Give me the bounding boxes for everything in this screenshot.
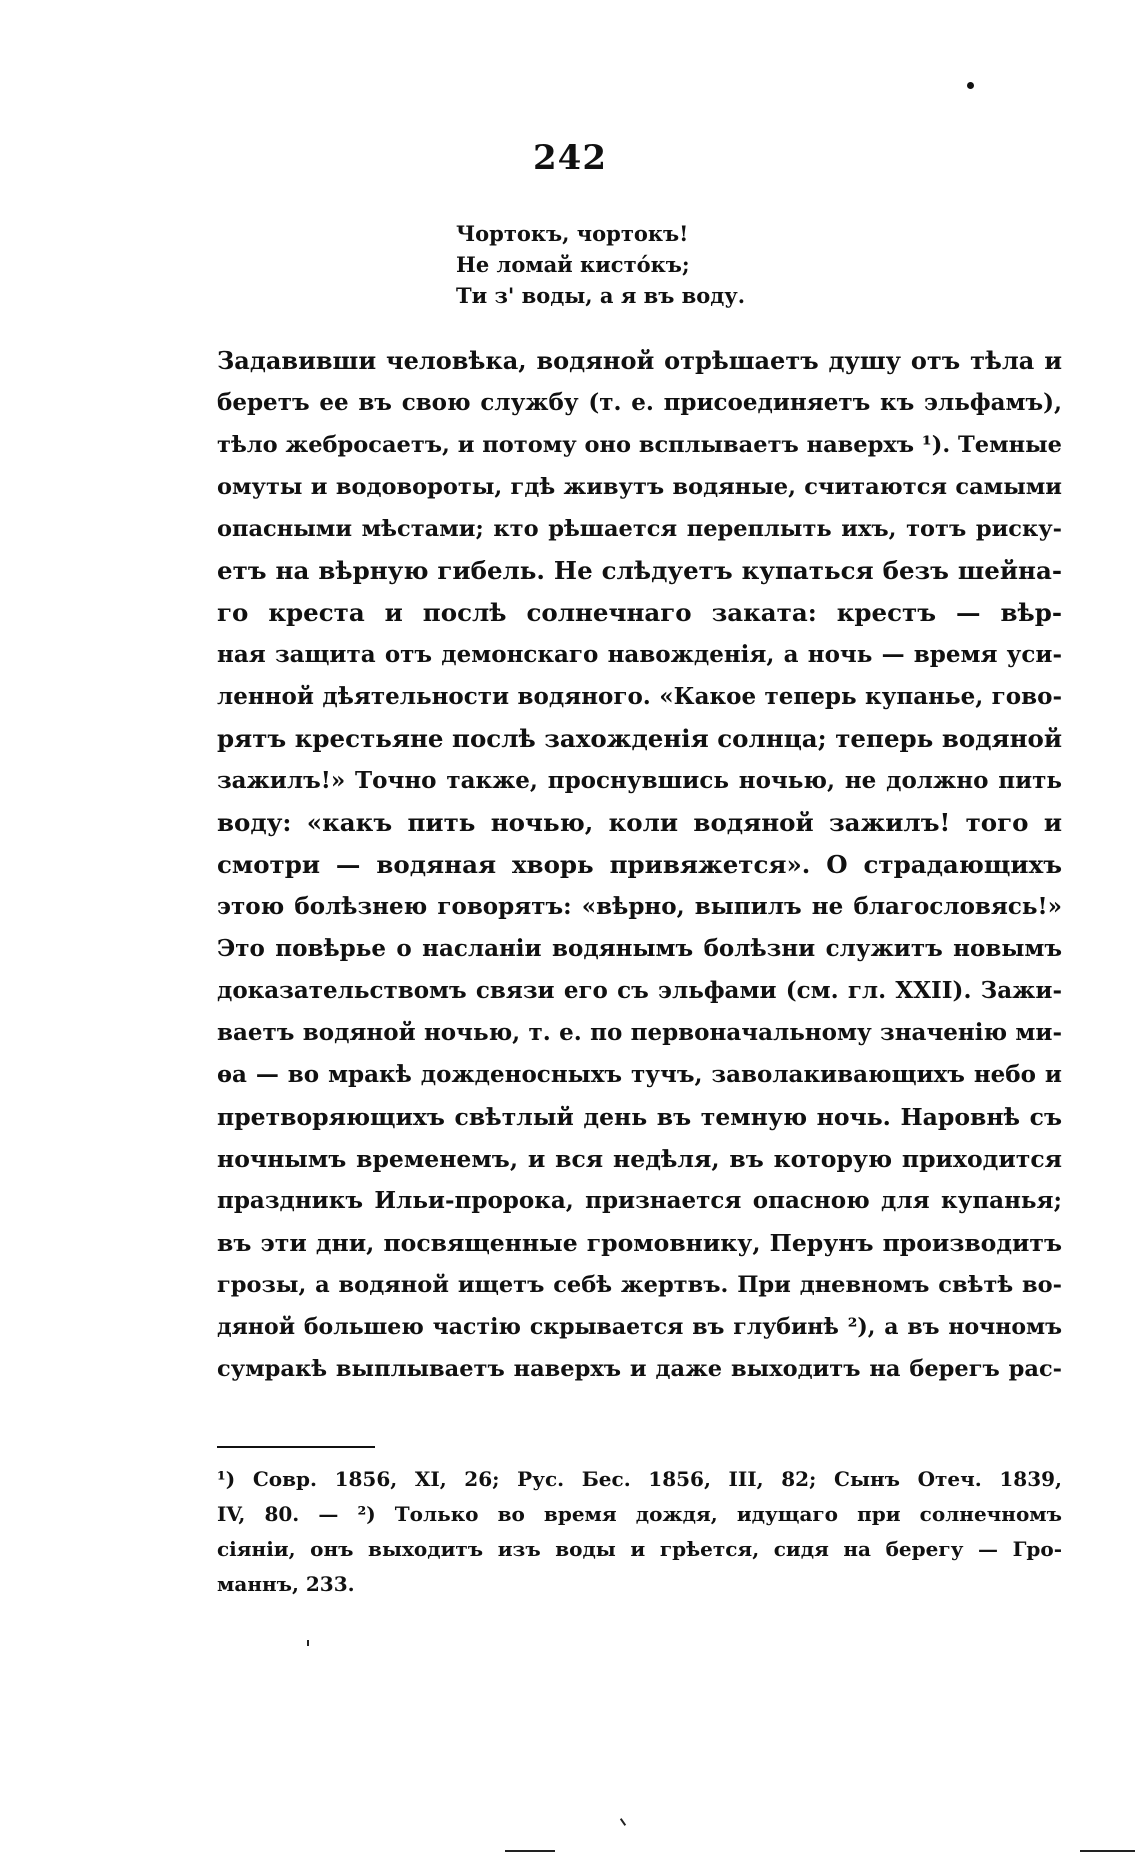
text-line: грозы, а водяной ищетъ себѣ жертвъ. При дневномъ свѣтѣ во- <box>217 1272 1062 1298</box>
scan-speck <box>307 1640 309 1646</box>
scan-speck <box>505 1850 555 1852</box>
text-line: сумракѣ выплываетъ наверхъ и даже выходитъ на берегъ рас- <box>217 1356 1062 1382</box>
verse-block <box>456 218 745 311</box>
footnotes <box>217 1462 1062 1602</box>
text-line: ѳа — во мракѣ дожденосныхъ тучъ, заволакивающихъ небо и <box>217 1061 1062 1088</box>
text-line: Это повѣрье о насланіи водянымъ болѣзни служитъ новымъ <box>217 935 1062 962</box>
text-line: ленной дѣятельности водяного. «Какое теперь купанье, гово- <box>217 683 1062 710</box>
text-line: тѣло жебросаетъ, и потому оно всплываетъ наверхъ ¹). Темные <box>217 432 1062 458</box>
text-line: ночнымъ временемъ, и вся недѣля, въ которую приходится <box>217 1145 1062 1173</box>
text-line: Задавивши человѣка, водяной отрѣшаетъ душу отъ тѣла и <box>217 346 1062 375</box>
text-line: рятъ крестьяне послѣ захожденія солнца; теперь водяной <box>217 724 1062 753</box>
text-line: этою болѣзнею говорятъ: «вѣрно, выпилъ не благословясь!» <box>217 893 1062 920</box>
text-line: ная защита отъ демонскаго навожденія, а ночь — время уси- <box>217 641 1062 668</box>
footnote-line: IV, 80. — ²) Только во время дождя, идущаго при солнечномъ <box>217 1502 1062 1526</box>
text-line: воду: «какъ пить ночью, коли водяной зажилъ! того и <box>217 808 1062 837</box>
main-paragraph <box>217 340 1062 1390</box>
scan-speck <box>1080 1850 1135 1852</box>
text-line: претворяющихъ свѣтлый день въ темную ночь. Наровнѣ съ <box>217 1103 1062 1131</box>
verse-line: Чортокъ, чортокъ! <box>456 221 689 246</box>
text-line: смотри — водяная хворь привяжется». О страдающихъ <box>217 850 1062 879</box>
verse-line: Не ломай кистóкъ; <box>456 252 690 277</box>
footnote-line: ¹) Совр. 1856, XI, 26; Рус. Бес. 1856, III, 82; Сынъ Отеч. 1839, <box>217 1467 1062 1491</box>
ink-dot <box>967 82 974 89</box>
text-line: ваетъ водяной ночью, т. е. по первоначальному значенію ми- <box>217 1019 1062 1046</box>
footnote-line: сіяніи, онъ выходитъ изъ воды и грѣется, сидя на берегу — Гро- <box>217 1537 1062 1561</box>
text-line: опасными мѣстами; кто рѣшается переплыть ихъ, тотъ риску- <box>217 516 1062 542</box>
text-line: праздникъ Ильи-пророка, признается опасною для купанья; <box>217 1187 1062 1214</box>
text-line: зажилъ!» Точно также, проснувшись ночью, не должно пить <box>217 767 1062 794</box>
text-line: дяной большею частію скрывается въ глубинѣ ²), а въ ночномъ <box>217 1314 1062 1340</box>
footnote-rule <box>217 1446 375 1448</box>
text-line: беретъ ее въ свою службу (т. е. присоединяетъ къ эльфамъ), <box>217 389 1062 416</box>
text-line: въ эти дни, посвященные громовнику, Перунъ производитъ <box>217 1229 1062 1257</box>
text-line: го креста и послѣ солнечнаго заката: крестъ — вѣр- <box>217 598 1062 627</box>
text-line: доказательствомъ связи его съ эльфами (см. гл. XXII). Зажи- <box>217 977 1062 1004</box>
page-number: 242 <box>533 138 607 178</box>
verse-line: Ти з' воды, а я въ воду. <box>456 283 746 308</box>
footnote-line: маннъ, 233. <box>217 1572 355 1596</box>
text-line: омуты и водовороты, гдѣ живутъ водяные, считаются самыми <box>217 474 1062 500</box>
scan-speck <box>620 1818 626 1826</box>
text-line: етъ на вѣрную гибель. Не слѣдуетъ купаться безъ шейна- <box>217 556 1062 585</box>
